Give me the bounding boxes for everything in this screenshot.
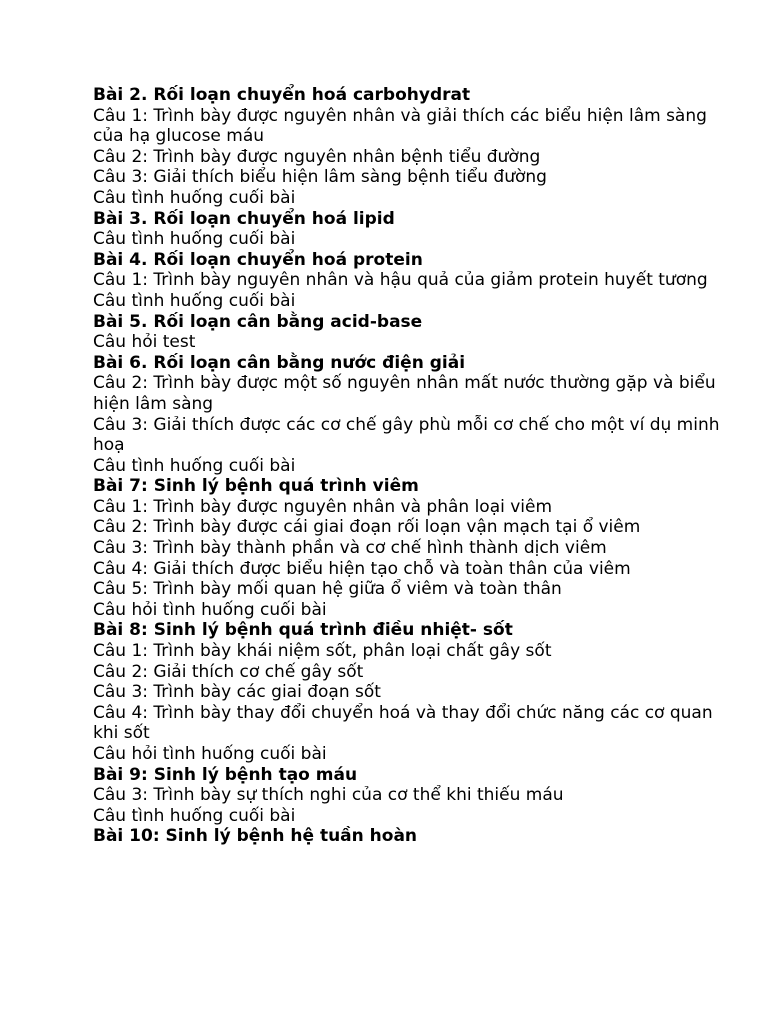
question-item: Câu 3: Giải thích biểu hiện lâm sàng bệnh tiểu đường bbox=[93, 167, 547, 188]
question-item: Câu 1: Trình bày được nguyên nhân và phân loại viêm bbox=[93, 496, 553, 517]
question-item: Câu tình huống cuối bài bbox=[93, 455, 296, 476]
question-item: Câu tình huống cuối bài bbox=[93, 290, 296, 311]
question-item: Câu 3: Giải thích được các cơ chế gây phù mỗi cơ chế cho một ví dụ minh hoạ bbox=[93, 414, 720, 456]
lesson-heading-7: Bài 7: Sinh lý bệnh quá trình viêm bbox=[93, 476, 419, 497]
lesson-heading-10: Bài 10: Sinh lý bệnh hệ tuần hoàn bbox=[93, 826, 418, 847]
question-item: Câu 3: Trình bày thành phần và cơ chế hình thành dịch viêm bbox=[93, 538, 607, 559]
question-item: Câu hỏi tình huống cuối bài bbox=[93, 599, 327, 620]
question-item: Câu tình huống cuối bài bbox=[93, 805, 296, 826]
question-item: Câu 2: Trình bày được nguyên nhân bệnh tiểu đường bbox=[93, 146, 541, 167]
lesson-heading-5: Bài 5. Rối loạn cân bằng acid-base bbox=[93, 311, 423, 332]
question-item: Câu 2: Trình bày được cái giai đoạn rối loạn vận mạch tại ổ viêm bbox=[93, 517, 641, 538]
question-item: Câu 3: Trình bày các giai đoạn sốt bbox=[93, 682, 381, 703]
lesson-heading-6: Bài 6. Rối loạn cân bằng nước điện giải bbox=[93, 352, 466, 373]
question-item: Câu 4: Trình bày thay đổi chuyển hoá và thay đổi chức năng các cơ quan khi sốt bbox=[93, 702, 713, 744]
question-item: Câu 2: Trình bày được một số nguyên nhân mất nước thường gặp và biểu hiện lâm sàng bbox=[93, 373, 716, 414]
question-item: Câu 5: Trình bày mối quan hệ giữa ổ viêm và toàn thân bbox=[93, 579, 562, 600]
document-page bbox=[93, 85, 733, 847]
question-item: Câu 4: Giải thích được biểu hiện tạo chỗ và toàn thân của viêm bbox=[93, 558, 631, 579]
question-item: Câu hỏi tình huống cuối bài bbox=[93, 744, 327, 764]
question-item: Câu 2: Giải thích cơ chế gây sốt bbox=[93, 661, 364, 682]
lesson-heading-9: Bài 9: Sinh lý bệnh tạo máu bbox=[93, 764, 358, 785]
question-item: Câu 3: Trình bày sự thích nghi của cơ thể khi thiếu máu bbox=[93, 785, 564, 806]
question-item: Câu hỏi test bbox=[93, 332, 196, 353]
lesson-heading-3: Bài 3. Rối loạn chuyển hoá lipid bbox=[93, 208, 395, 229]
question-item: Câu 1: Trình bày nguyên nhân và hậu quả của giảm protein huyết tương bbox=[93, 270, 708, 291]
lesson-heading-8: Bài 8: Sinh lý bệnh quá trình điều nhiệt- sốt bbox=[93, 620, 513, 641]
question-item: Câu 1: Trình bày khái niệm sốt, phân loại chất gây sốt bbox=[93, 641, 552, 662]
question-item: Câu tình huống cuối bài bbox=[93, 187, 296, 208]
lesson-heading-2: Bài 2. Rối loạn chuyển hoá carbohydrat bbox=[93, 85, 471, 105]
question-item: Câu tình huống cuối bài bbox=[93, 229, 296, 250]
question-item: Câu 1: Trình bày được nguyên nhân và giải thích các biểu hiện lâm sàng của hạ glucose máu bbox=[93, 105, 707, 147]
lesson-heading-4: Bài 4. Rối loạn chuyển hoá protein bbox=[93, 249, 423, 270]
